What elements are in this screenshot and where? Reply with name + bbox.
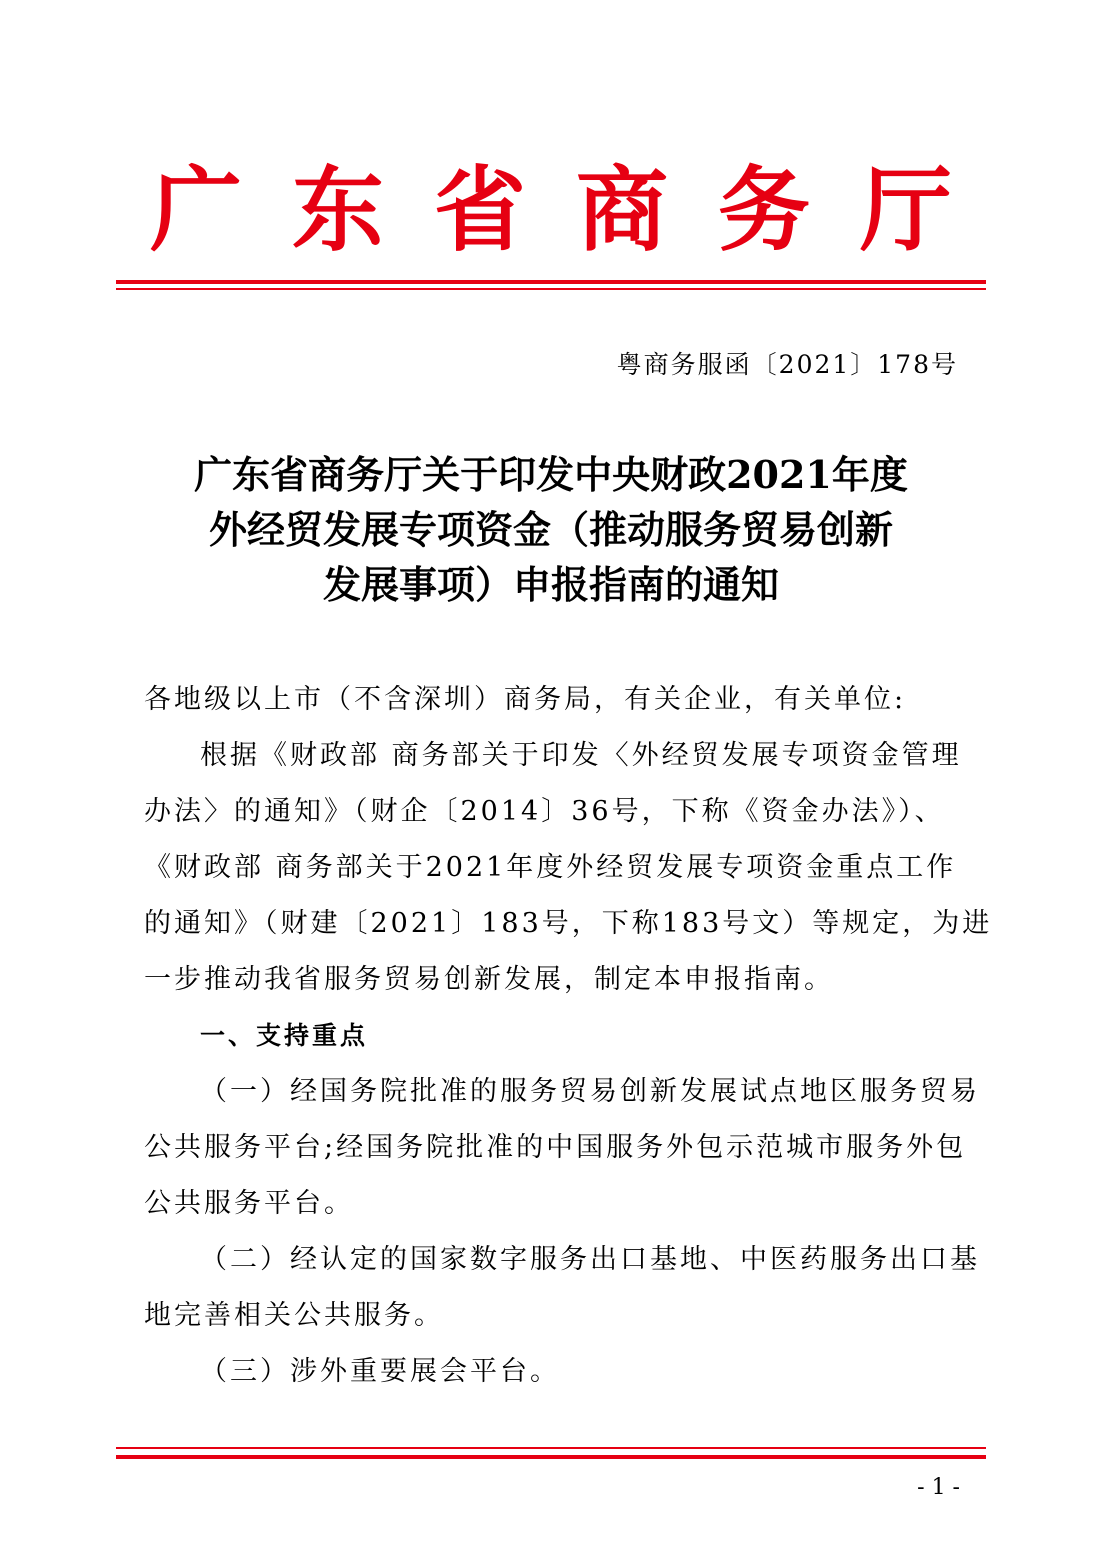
support-item-3 — [144, 1344, 960, 1400]
body-line: （二）经认定的国家数字服务出口基地、中医药服务出口基 — [200, 1244, 980, 1275]
masthead-rule-thin — [116, 288, 986, 290]
body-line: 公共服务平台。 — [144, 1188, 354, 1219]
intro-paragraph — [144, 728, 993, 1008]
title-line: 广东省商务厅关于印发中央财政2021年度 — [194, 452, 908, 497]
body-line: （一）经国务院批准的服务贸易创新发展试点地区服务贸易 — [200, 1076, 980, 1107]
document-title — [120, 447, 982, 612]
page-number: - 1 - — [917, 1475, 960, 1500]
footer-rule-thick — [116, 1455, 986, 1459]
title-line: 发展事项）申报指南的通知 — [322, 562, 779, 607]
body-line: 办法〉的通知》（财企〔2014〕36号，下称《资金办法》）、 — [144, 796, 945, 827]
body-line: 的通知》（财建〔2021〕183号，下称183号文）等规定，为进 — [144, 908, 993, 939]
body-line: 公共服务平台;经国务院批准的中国服务外包示范城市服务外包 — [144, 1132, 967, 1163]
title-line: 外经贸发展专项资金（推动服务贸易创新 — [208, 507, 893, 552]
section-heading — [144, 1008, 960, 1064]
body-line: 《财政部 商务部关于2021年度外经贸发展专项资金重点工作 — [144, 852, 957, 883]
masthead-rule-thick — [116, 280, 986, 284]
support-item-2 — [144, 1232, 980, 1344]
salutation: 各地级以上市（不含深圳）商务局，有关企业，有关单位: — [144, 684, 907, 715]
section-1-heading: 一、支持重点 — [200, 1021, 369, 1050]
footer-rule-thin — [116, 1447, 986, 1449]
support-item-1 — [144, 1064, 980, 1232]
masthead-title: 广东省商务厅 — [149, 156, 1002, 264]
body-line: 一步推动我省服务贸易创新发展，制定本申报指南。 — [144, 964, 834, 995]
body-line: （三）涉外重要展会平台。 — [200, 1356, 560, 1387]
body-line: 地完善相关公共服务。 — [144, 1300, 444, 1331]
body-line: 根据《财政部 商务部关于印发〈外经贸发展专项资金管理 — [200, 740, 962, 771]
document-number: 粤商务服函〔2021〕178号 — [616, 350, 958, 379]
